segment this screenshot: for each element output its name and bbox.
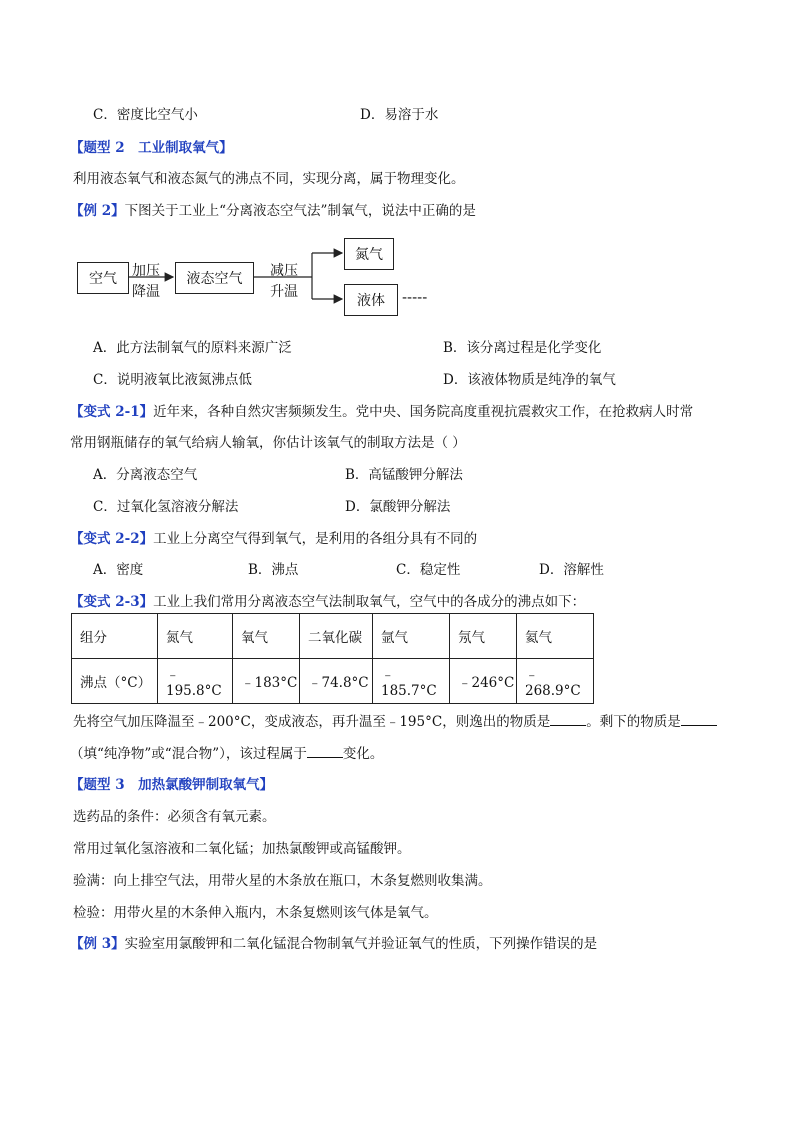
answer-blank-1[interactable] <box>550 713 586 726</box>
var21-option-c: C．过氧化氢溶液分解法 <box>93 499 239 515</box>
table-row <box>72 659 594 704</box>
var21-option-b: B．高锰酸钾分解法 <box>345 467 463 483</box>
table-cell: ﹣185.7°C <box>373 659 450 704</box>
nitrogen-box: 氮气 <box>344 238 394 270</box>
table-header-row <box>72 614 594 659</box>
var23-text-part: 变化。 <box>342 746 384 762</box>
var22-line <box>70 527 477 547</box>
ex2-question: 下图关于工业上“分离液态空气法”制氧气，说法中正确的是 <box>124 203 476 219</box>
ex2-option-d: D．该液体物质是纯净的氧气 <box>443 372 616 388</box>
var21-option-d: D．氯酸钾分解法 <box>345 499 451 515</box>
table-cell: ﹣195.8°C <box>158 659 233 704</box>
var21-question-part1: 近年来，各种自然灾害频频发生。党中央、国务院高度重视抗震救灾工作，在抢救病人时常 <box>153 404 694 420</box>
var21-tag: 【变式 2-1】 <box>70 404 154 420</box>
answer-blank-2[interactable] <box>681 713 717 726</box>
liquid-air-box: 液态空气 <box>175 262 254 294</box>
table-cell: 氧气 <box>233 614 300 659</box>
air-box: 空气 <box>77 262 129 294</box>
var22-option-b: B．沸点 <box>248 562 299 578</box>
answer-blank-3[interactable] <box>307 745 343 758</box>
table-cell: ﹣74.8°C <box>300 659 373 704</box>
ex2-option-a: A．此方法制氧气的原料来源广泛 <box>93 340 292 356</box>
type2-heading: 【题型 2 工业制取氧气】 <box>70 140 233 156</box>
type3-p4: 检验：用带火星的木条伸入瓶内，木条复燃则该气体是氧气。 <box>73 905 438 921</box>
table-cell: ﹣268.9°C <box>517 659 594 704</box>
var21-line2: 常用钢瓶储存的氧气给病人输氧，你估计该氧气的制取方法是（ ） <box>70 435 466 451</box>
ex2-option-c: C．说明液氧比液氮沸点低 <box>93 372 252 388</box>
var23-text-part: 。剩下的物质是 <box>586 714 681 730</box>
boiling-point-table <box>71 613 594 704</box>
var23-question: 工业上我们常用分离液态空气法制取氧气，空气中的各成分的沸点如下： <box>153 594 586 610</box>
type2-desc: 利用液态氧气和液态氮气的沸点不同，实现分离，属于物理变化。 <box>73 171 465 187</box>
type3-p3: 验满：向上排空气法，用带火星的木条放在瓶口，木条复燃则收集满。 <box>73 873 492 889</box>
var23-line <box>70 590 585 610</box>
type3-p2: 常用过氧化氢溶液和二氧化锰；加热氯酸钾或高锰酸钾。 <box>73 841 411 857</box>
table-cell: 氩气 <box>373 614 450 659</box>
table-cell: 氦气 <box>517 614 594 659</box>
table-cell: 组分 <box>72 614 158 659</box>
type3-heading: 【题型 3 加热氯酸钾制取氧气】 <box>70 777 274 793</box>
var21-option-a: A．分离液态空气 <box>93 467 198 483</box>
var22-tag: 【变式 2-2】 <box>70 531 154 547</box>
table-cell: 沸点（°C） <box>72 659 158 704</box>
ex3-question: 实验室用氯酸钾和二氧化锰混合物制氧气并验证氧气的性质，下列操作错误的是 <box>124 936 598 952</box>
var22-question: 工业上分离空气得到氧气，是利用的各组分具有不同的 <box>153 531 478 547</box>
step2-bottom-label: 升温 <box>270 284 298 300</box>
var23-fill-line2 <box>70 742 383 762</box>
ex2-tag: 【例 2】 <box>70 203 125 219</box>
var21-line1 <box>70 400 693 420</box>
var23-text-part: （填“纯净物”或“混合物”），该过程属于 <box>70 746 307 762</box>
var23-text-part: 先将空气加压降温至﹣200°C，变成液态，再升温至﹣195°C，则逸出的物质是 <box>73 714 551 730</box>
liquid-dashes: ----- <box>402 290 428 306</box>
diagram-arrows <box>0 0 794 340</box>
table-cell: 氖气 <box>450 614 517 659</box>
table-cell: 氮气 <box>158 614 233 659</box>
table-cell: 二氧化碳 <box>300 614 373 659</box>
ex3-tag: 【例 3】 <box>70 936 125 952</box>
var23-tag: 【变式 2-3】 <box>70 594 154 610</box>
table-cell: ﹣246°C <box>450 659 517 704</box>
var22-option-a: A．密度 <box>93 562 144 578</box>
var22-option-c: C．稳定性 <box>396 562 461 578</box>
step2-top-label: 减压 <box>270 263 298 279</box>
var22-option-d: D．溶解性 <box>539 562 604 578</box>
var23-fill-line1 <box>73 710 717 730</box>
table-cell: ﹣183°C <box>233 659 300 704</box>
option-d-prev: D．易溶于水 <box>360 107 439 123</box>
ex2-option-b: B．该分离过程是化学变化 <box>443 340 602 356</box>
ex3-line <box>70 932 597 952</box>
liquid-box: 液体 <box>344 284 398 316</box>
step1-bottom-label: 降温 <box>132 284 160 300</box>
step1-top-label: 加压 <box>132 263 160 279</box>
option-c-prev: C．密度比空气小 <box>93 107 198 123</box>
type3-p1: 选药品的条件：必须含有氧元素。 <box>73 809 276 825</box>
